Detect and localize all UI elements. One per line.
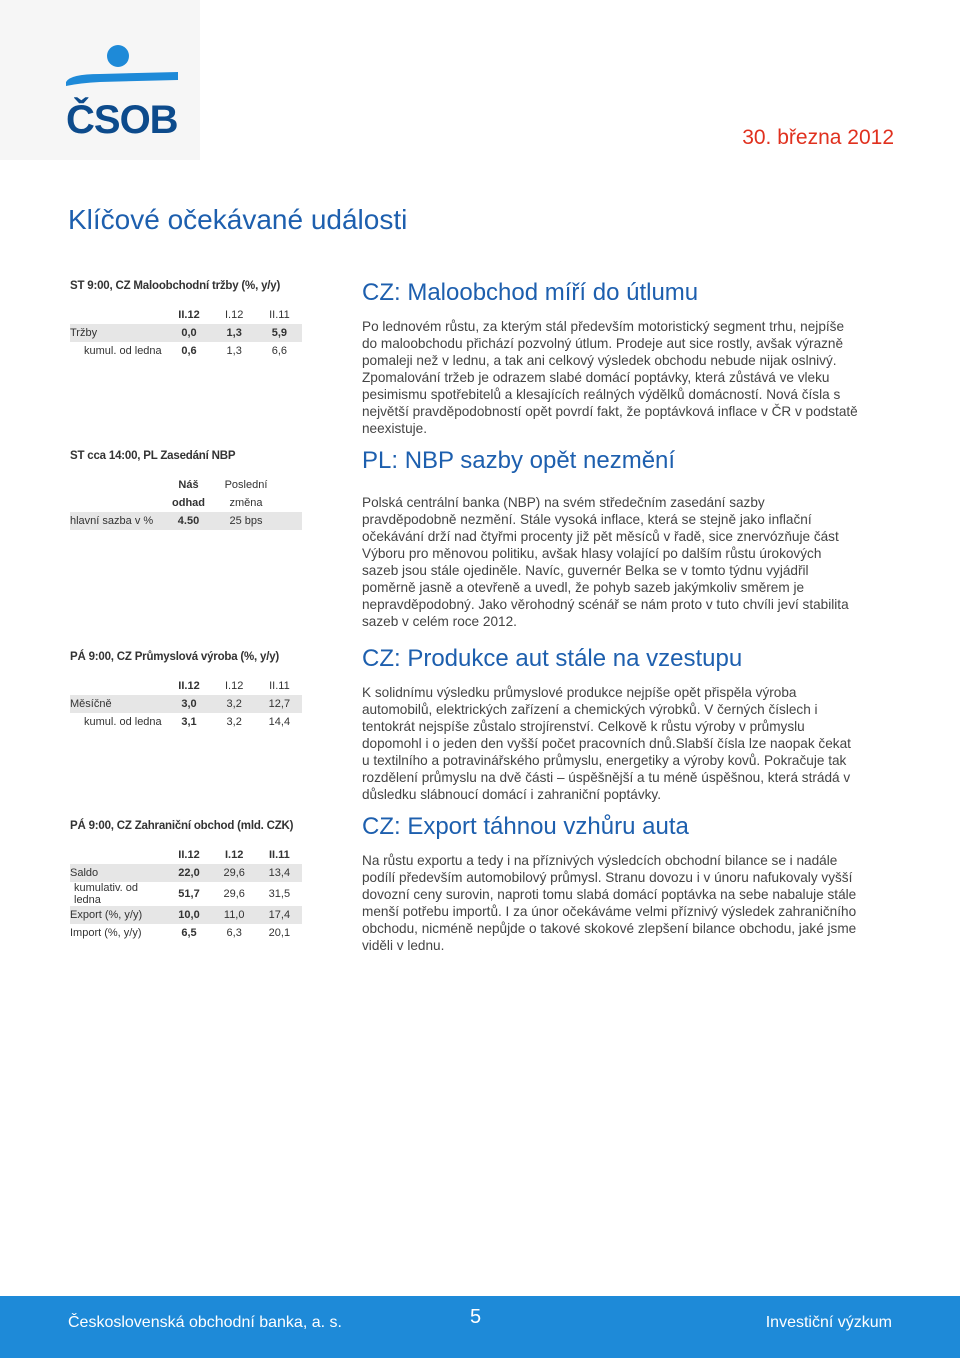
page-number: 5 (470, 1306, 482, 1328)
table-foreign-trade: PÁ 9:00, CZ Zahraniční obchod (mld. CZK) II.12 I.12 II.11 Saldo 22,0 29,6 13,4 kumulativ. od ledna 51,7 29,6 31,5 Export (%, y/y) 10,0 11,0 17,4 Import (%, y/y) 6,5 6,3 20,1 (70, 820, 310, 942)
table-row: Měsíčně 3,0 3,2 12,7 (70, 695, 302, 713)
col-header: I.12 (225, 309, 244, 321)
table-row: kumulativ. od ledna 51,7 29,6 31,5 (74, 882, 291, 906)
csob-logo-icon (60, 42, 180, 102)
article-body: Na růstu exportu a tedy i na příznivých výsledcích obchodní bilance se i nadále podílí především automobilový průmysl. Stranu dovozu i v únoru nafukovaly vyšší dovozní ceny surovin, naproti tomu slabá domácí poptávka na sebe nabaluje stále menší potřebu importů. I za únor očekáváme velmi příznivý výsledek zahraničního obchodu, nicméně nepůjde o takové skokové zlepšení bilance obchodu, jaké jsme viděli v lednu. (362, 853, 857, 953)
table-row: Tržby 0,0 1,3 5,9 (70, 324, 302, 342)
table-row: hlavní sazba v % 4.50 25 bps (70, 512, 302, 530)
article-retail (362, 280, 892, 437)
table-retail-sales (70, 280, 310, 360)
table-row: Saldo 22,0 29,6 13,4 (70, 864, 302, 882)
table-nbp-meeting: ST cca 14:00, PL Zasedání NBP Náš Poslední odhad změna hlavní sazba v % 4.50 25 bps (70, 450, 310, 530)
article-heading: CZ: Produkce aut stále na vzestupu (362, 645, 743, 672)
col-header: II.11 (269, 309, 290, 321)
article-heading: CZ: Export táhnou vzhůru auta (362, 813, 689, 840)
article-nbp (362, 448, 892, 630)
logo-area (0, 0, 200, 160)
col-header: II.12 (178, 309, 200, 321)
article-production (362, 646, 892, 803)
table-row: kumul. od ledna 0,6 1,3 6,6 (84, 345, 288, 357)
article-body: K solidnímu výsledku průmyslové produkce nejpíše opět přispěla výroba automobilů, elektrických zařízení a chemických výrobků. V černých číslech i tentokrát nejspíše zůstalo strojírenství. Celkově k růstu výroby v průmyslu dopomohl i o jeden den vyšší počet pracovních dnů.Slabší čísla lze naopak čekat u textilního a potravinářského průmyslu, energetiky a výroby kovů. Pokračuje tak rozdělení průmyslu na dvě části – úspěšnější a tu méně úspěšnou, která strádá v důsledku slábnoucí domácí i zahraniční poptávky. (362, 685, 851, 802)
article-export (362, 814, 892, 954)
table-title: PÁ 9:00, CZ Zahraniční obchod (mld. CZK) (70, 820, 294, 832)
table-row: Export (%, y/y) 10,0 11,0 17,4 (70, 906, 302, 924)
table-title: PÁ 9:00, CZ Průmyslová výroba (%, y/y) (70, 651, 280, 663)
article-heading: CZ: Maloobchod míří do útlumu (362, 279, 699, 306)
page-title: Klíčové očekávané události (68, 204, 408, 235)
article-body: Po lednovém růstu, za kterým stál především motoristický segment trhu, nejpíše do maloobchodu přichází pozvolný útlum. Prodeje aut sice rostly, avšak výrazně pomaleji než v lednu, a tak ani celkový výsledek obchodu nebude nijak oslnivý. Zpomalování tržeb je odrazem slabé domácí poptávky, která zůstává ve vleku pesimismu spotřebitelů a klesajících reálných výdělků domácností. Nová čísla s největší pravděpodobností opět povrdí fakt, že poptávková inflace v ČR v podstatě neexistuje. (362, 319, 858, 436)
article-heading: PL: NBP sazby opět nezmění (362, 447, 676, 474)
footer-bar (0, 1296, 960, 1358)
footer-bank-name: Československá obchodní banka, a. s. (68, 1314, 342, 1331)
logo-text: ČSOB (66, 98, 178, 142)
article-body: Polská centrální banka (NBP) na svém středečním zasedání sazby pravděpodobně nezmění. Stále vysoká inflace, která se stejně jako inflační očekávání drží nad čtyřmi procenty již pět měsíců v řadě, sice znervózňuje část Výboru pro měnovou politiku, avšak hlasy volající po dalším růstu úrokových sazeb jsou stále ojediněle. Navíc, guvernér Belka se v tomto týdnu vyjádřil poměrně jasně a otevřeně a uvedl, že pohyb sazeb jakýmkoliv směrem je nepravděpodobný. Jako věrohodný scénář se nám proto v tuto chvíli jeví stabilita sazeb v celém roce 2012. (362, 495, 849, 629)
table-row: kumul. od ledna 3,1 3,2 14,4 (84, 716, 291, 728)
footer-section: Investiční výzkum (765, 1314, 892, 1331)
table-industrial-production: PÁ 9:00, CZ Průmyslová výroba (%, y/y) II.12 I.12 II.11 Měsíčně 3,0 3,2 12,7 kumul. od ledna 3,1 3,2 14,4 (70, 651, 310, 731)
table-row: Import (%, y/y) 6,5 6,3 20,1 (70, 927, 291, 939)
table-title: ST cca 14:00, PL Zasedání NBP (70, 450, 236, 462)
report-date: 30. března 2012 (742, 126, 894, 149)
table-title: ST 9:00, CZ Maloobchodní tržby (%, y/y) (70, 280, 281, 292)
